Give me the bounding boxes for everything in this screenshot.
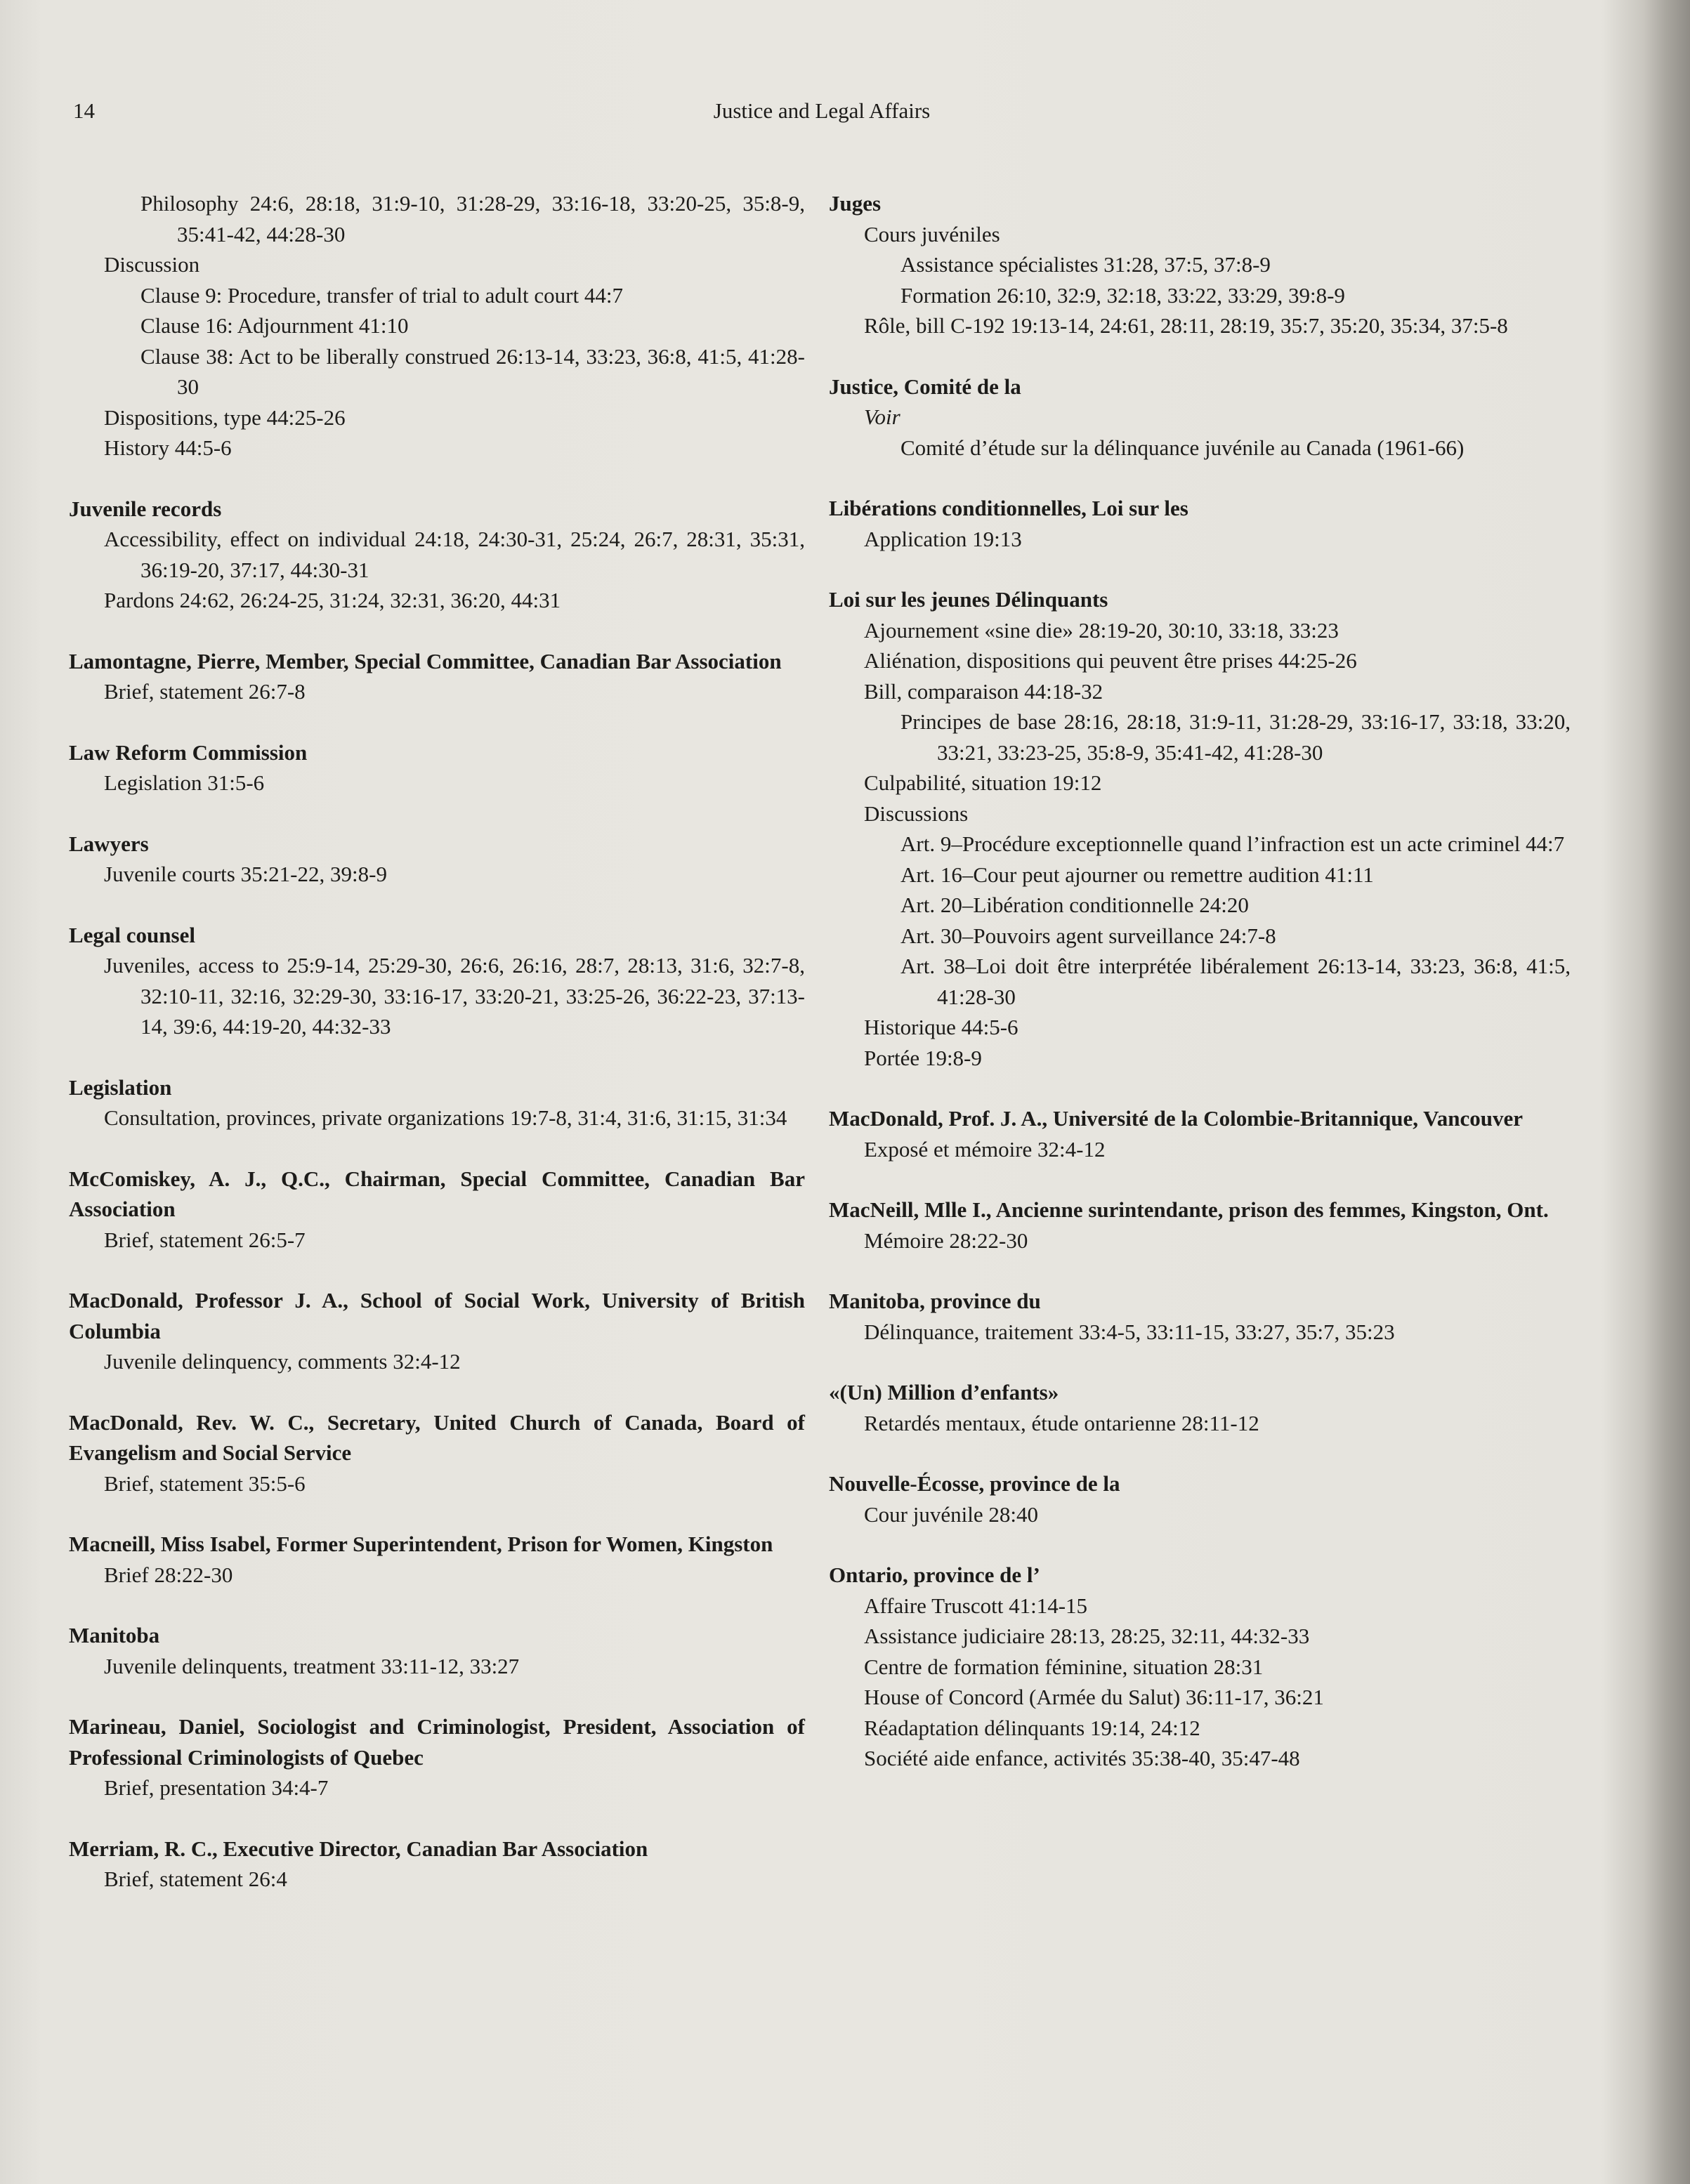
index-entry: [69, 920, 805, 1042]
running-title: Justice and Legal Affairs: [713, 98, 931, 123]
index-subentry-level2: Art. 20–Libération conditionnelle 24:20: [900, 893, 1249, 917]
index-entry: [69, 1711, 805, 1803]
index-subentry: Réadaptation délinquants 19:14, 24:12: [864, 1715, 1200, 1740]
index-heading: Justice, Comité de la: [829, 374, 1021, 399]
index-entry: [829, 371, 1571, 463]
index-subentry-level2: Principes de base 28:16, 28:18, 31:9-11, 31:28-29, 33:16-17, 33:18, 33:20, 33:21, 33:23-25, 35:8-9, 35:41-42, 41:28-30: [900, 709, 1571, 765]
index-entry: [69, 1407, 805, 1499]
index-entry: [829, 1286, 1571, 1347]
index-entry: [829, 188, 1571, 341]
index-subentry: Dispositions, type 44:25-26: [104, 404, 346, 430]
index-entry: [69, 494, 805, 616]
index-entry: [829, 1560, 1571, 1774]
index-heading: Lamontagne, Pierre, Member, Special Committee, Canadian Bar Association: [69, 648, 782, 673]
index-entry: [69, 1834, 805, 1895]
index-heading: Marineau, Daniel, Sociologist and Criminologist, President, Association of Professional Criminologists of Quebec: [69, 1714, 805, 1770]
page-number: 14: [73, 98, 95, 123]
index-heading: MacNeill, Mlle I., Ancienne surintendante, prison des femmes, Kingston, Ont.: [829, 1197, 1549, 1222]
index-heading: Loi sur les jeunes Délinquants: [829, 587, 1108, 612]
index-subentry: Retardés mentaux, étude ontarienne 28:11-12: [864, 1410, 1259, 1435]
index-subentry-level2: Comité d’étude sur la délinquance juvénile au Canada (1961-66): [900, 435, 1465, 460]
index-heading: Juges: [829, 191, 882, 216]
index-heading: Nouvelle-Écosse, province de la: [829, 1471, 1120, 1496]
index-heading: Manitoba: [69, 1623, 160, 1647]
index-subentry: Juvenile delinquency, comments 32:4-12: [104, 1349, 461, 1374]
index-subentry: Portée 19:8-9: [864, 1045, 982, 1070]
index-entry: [69, 1529, 805, 1590]
index-subentry-level2: Assistance spécialistes 31:28, 37:5, 37:8-9: [900, 252, 1271, 277]
index-entry: [69, 1164, 805, 1256]
index-subentry: Mémoire 28:22-30: [864, 1228, 1028, 1253]
index-subentry-level2: Philosophy 24:6, 28:18, 31:9-10, 31:28-29, 33:16-18, 33:20-25, 35:8-9, 35:41-42, 44:28-30: [140, 191, 805, 246]
index-subentry: Juvenile courts 35:21-22, 39:8-9: [104, 862, 387, 886]
index-entry: [829, 1377, 1571, 1438]
index-heading: Lawyers: [69, 831, 149, 856]
index-subentry: Brief, statement 35:5-6: [104, 1471, 306, 1496]
index-subentry-level2: Art. 16–Cour peut ajourner ou remettre audition 41:11: [900, 862, 1374, 887]
index-subentry: Rôle, bill C-192 19:13-14, 24:61, 28:11, 28:19, 35:7, 35:20, 35:34, 37:5-8: [864, 313, 1508, 338]
index-subentry-level2: Art. 9–Procédure exceptionnelle quand l’infraction est un acte criminel 44:7: [900, 831, 1565, 856]
index-subentry: Accessibility, effect on individual 24:18, 24:30-31, 25:24, 26:7, 28:31, 35:31, 36:19-20, 37:17, 44:30-31: [104, 527, 805, 582]
index-subentry: Culpabilité, situation 19:12: [864, 770, 1102, 795]
index-subentry: Brief 28:22-30: [104, 1562, 233, 1587]
index-subentry: Assistance judiciaire 28:13, 28:25, 32:11, 44:32-33: [864, 1624, 1310, 1648]
index-heading: Juvenile records: [69, 496, 222, 521]
index-entry: [69, 646, 805, 707]
index-heading: Libérations conditionnelles, Loi sur les: [829, 496, 1188, 520]
index-subentry: Délinquance, traitement 33:4-5, 33:11-15, 33:27, 35:7, 35:23: [864, 1319, 1395, 1344]
left-index-column: [69, 188, 805, 1925]
index-heading: MacDonald, Prof. J. A., Université de la Colombie-Britannique, Vancouver: [829, 1106, 1523, 1131]
index-subentry: Brief, presentation 34:4-7: [104, 1775, 329, 1800]
index-subentry: Cours juvéniles: [864, 221, 1000, 246]
index-subentry: Brief, statement 26:5-7: [104, 1227, 306, 1252]
index-entry: [829, 584, 1571, 1073]
index-subentry: Bill, comparaison 44:18-32: [864, 678, 1103, 704]
index-heading: MacDonald, Professor J. A., School of Social Work, University of British Columbia: [69, 1288, 805, 1343]
index-entry: [69, 1620, 805, 1681]
index-heading: Law Reform Commission: [69, 739, 308, 765]
index-entry: [829, 493, 1571, 554]
index-entry: [829, 1103, 1571, 1164]
index-subentry: Juveniles, access to 25:9-14, 25:29-30, 26:6, 26:16, 28:7, 28:13, 31:6, 32:7-8, 32:10-11, 32:16, 32:29-30, 33:16-17, 33:20-21, 33:25-26, 36:22-23, 37:13-14, 39:6, 44:19-20, 44:32-33: [104, 953, 805, 1039]
index-entry: [829, 1195, 1571, 1256]
index-subentry-level2: Clause 9: Procedure, transfer of trial to adult court 44:7: [140, 282, 623, 308]
index-subentry: Voir: [864, 404, 900, 429]
index-subentry: House of Concord (Armée du Salut) 36:11-17, 36:21: [864, 1685, 1324, 1709]
index-subentry: Brief, statement 26:4: [104, 1867, 287, 1891]
index-subentry: Application 19:13: [864, 526, 1022, 551]
right-index-column: [829, 188, 1571, 1804]
index-entry: [69, 1072, 805, 1133]
index-heading: Macneill, Miss Isabel, Former Superintendent, Prison for Women, Kingston: [69, 1532, 773, 1556]
index-subentry: Legislation 31:5-6: [104, 770, 265, 795]
index-subentry: Affaire Truscott 41:14-15: [864, 1593, 1088, 1618]
index-subentry: Centre de formation féminine, situation 28:31: [864, 1654, 1264, 1679]
index-subentry: Historique 44:5-6: [864, 1015, 1018, 1039]
index-entry: [69, 737, 805, 798]
index-subentry: Aliénation, dispositions qui peuvent être prises 44:25-26: [864, 648, 1357, 673]
index-subentry: Discussion: [104, 252, 200, 277]
index-heading: Legislation: [69, 1074, 172, 1100]
index-heading: McComiskey, A. J., Q.C., Chairman, Special Committee, Canadian Bar Association: [69, 1166, 805, 1221]
index-subentry-level2: Clause 16: Adjournment 41:10: [140, 313, 409, 338]
index-subentry: Pardons 24:62, 26:24-25, 31:24, 32:31, 36:20, 44:31: [104, 588, 561, 612]
index-subentry: Exposé et mémoire 32:4-12: [864, 1136, 1106, 1162]
index-subentry: Discussions: [864, 801, 969, 826]
index-heading: Legal counsel: [69, 922, 195, 947]
index-entry: [69, 829, 805, 890]
index-subentry-level2: Formation 26:10, 32:9, 32:18, 33:22, 33:29, 39:8-9: [900, 282, 1345, 308]
index-entry: [69, 1285, 805, 1377]
index-subentry-level2: Art. 38–Loi doit être interprétée libéralement 26:13-14, 33:23, 36:8, 41:5, 41:28-30: [900, 954, 1571, 1009]
index-subentry-level2: Clause 38: Act to be liberally construed 26:13-14, 33:23, 36:8, 41:5, 41:28-30: [140, 343, 805, 399]
index-subentry: Ajournement «sine die» 28:19-20, 30:10, 33:18, 33:23: [864, 617, 1339, 643]
index-subentry: Société aide enfance, activités 35:38-40, 35:47-48: [864, 1746, 1300, 1770]
index-entry: [829, 1468, 1571, 1530]
index-entry: [69, 188, 805, 463]
index-heading: MacDonald, Rev. W. C., Secretary, United Church of Canada, Board of Evangelism and Social Service: [69, 1409, 805, 1465]
index-subentry: Juvenile delinquents, treatment 33:11-12, 33:27: [104, 1653, 520, 1678]
index-subentry: History 44:5-6: [104, 435, 232, 460]
index-subentry-level2: Art. 30–Pouvoirs agent surveillance 24:7-8: [900, 923, 1276, 948]
index-heading: «(Un) Million d’enfants»: [829, 1380, 1059, 1405]
index-subentry: Brief, statement 26:7-8: [104, 679, 306, 704]
index-heading: Merriam, R. C., Executive Director, Canadian Bar Association: [69, 1836, 648, 1861]
index-heading: Manitoba, province du: [829, 1289, 1041, 1313]
index-subentry: Cour juvénile 28:40: [864, 1501, 1038, 1527]
index-subentry: Consultation, provinces, private organizations 19:7-8, 31:4, 31:6, 31:15, 31:34: [104, 1105, 787, 1130]
index-heading: Ontario, province de l’: [829, 1563, 1040, 1587]
